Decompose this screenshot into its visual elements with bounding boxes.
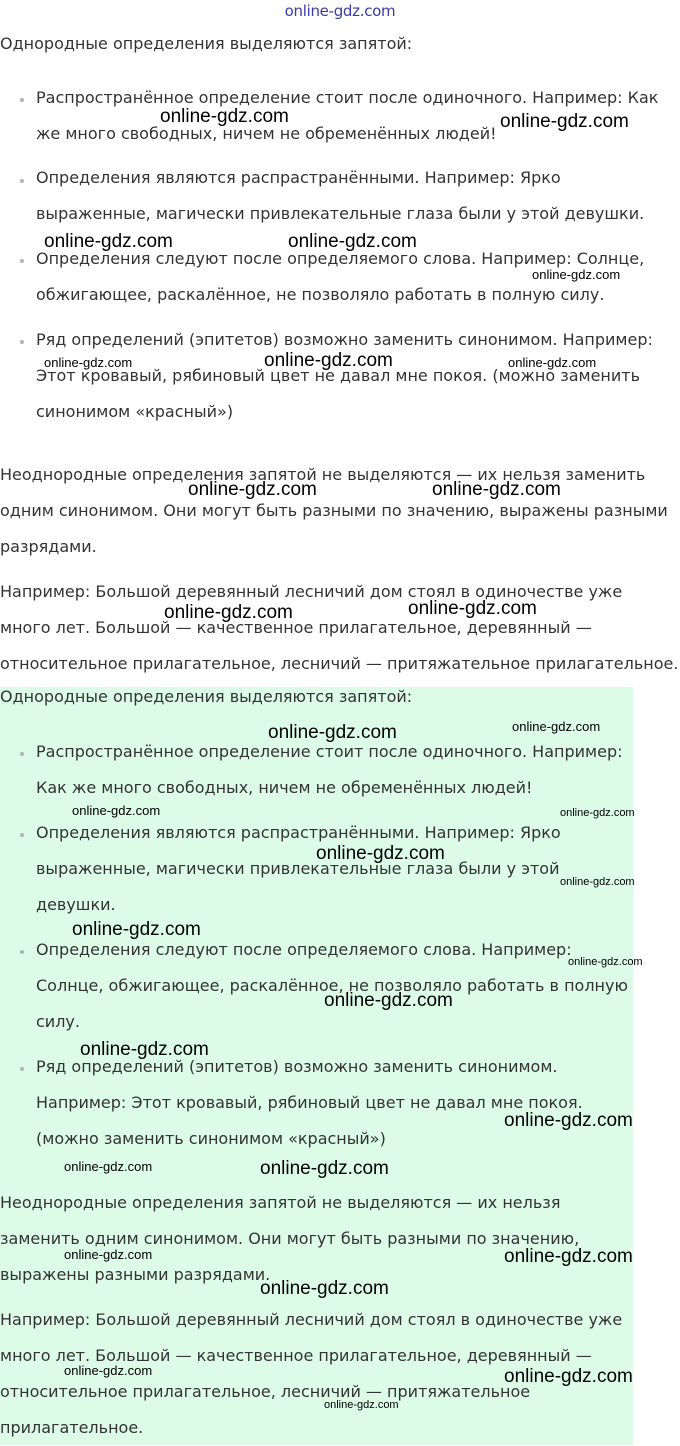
list-item-2: Определения являются распрастранёнными. Например: Ярко выраженные, магически привлекательные глаза были у этой девушки. <box>36 823 561 914</box>
bullet-icon <box>20 1067 24 1071</box>
watermark: online-gdz.com <box>164 602 293 623</box>
watermark: online-gdz.com <box>324 1399 399 1411</box>
list-item-4: Ряд определений (эпитетов) возможно заменить синонимом. Например: Этот кровавый, рябиновый цвет не давал мне покоя. (можно заменить синонимом «красный») <box>36 330 653 421</box>
watermark: online-gdz.com <box>504 1246 633 1267</box>
watermark: online-gdz.com <box>500 111 629 132</box>
watermark: online-gdz.com <box>560 876 635 888</box>
watermark: online-gdz.com <box>188 479 317 500</box>
watermark: online-gdz.com <box>324 990 453 1011</box>
watermark: online-gdz.com <box>44 355 133 370</box>
watermark: online-gdz.com <box>72 803 161 818</box>
watermark: online-gdz.com <box>316 843 445 864</box>
bullet-icon <box>20 752 24 756</box>
bullet-icon <box>20 340 24 344</box>
watermark: online-gdz.com <box>288 231 417 252</box>
watermark: online-gdz.com <box>508 355 597 370</box>
watermark: online-gdz.com <box>72 919 201 940</box>
section-highlighted <box>0 687 633 1445</box>
paragraph-example: Например: Большой деревянный лесничий дом стоял в одиночестве уже много лет. Большой — качественное прилагательное, деревянный — относительное прилагательное, лесничий — притяжательное прилагательное. <box>0 1310 623 1437</box>
bullet-icon <box>20 950 24 954</box>
list-item-1: Распространённое определение стоит после одиночного. Например: Как же много свободных, ничем не обременённых людей! <box>36 88 659 143</box>
watermark: online-gdz.com <box>44 231 173 252</box>
intro-text: Однородные определения выделяются запятой: <box>0 687 413 706</box>
site-header-watermark: online-gdz.com <box>284 2 396 20</box>
watermark: online-gdz.com <box>64 1159 153 1174</box>
watermark: online-gdz.com <box>260 1158 389 1179</box>
watermark: online-gdz.com <box>512 719 601 734</box>
bullet-icon <box>20 98 24 102</box>
watermark: online-gdz.com <box>432 479 561 500</box>
watermark: online-gdz.com <box>560 807 635 819</box>
watermark: online-gdz.com <box>568 956 643 968</box>
watermark: online-gdz.com <box>80 1039 209 1060</box>
paragraph-heterogeneous: Неоднородные определения запятой не выделяются — их нельзя заменить одним синонимом. Они могут быть разными по значению, выражены разными разрядами. <box>0 465 668 556</box>
watermark: online-gdz.com <box>268 722 397 743</box>
watermark: online-gdz.com <box>504 1366 633 1387</box>
list-item-4: Ряд определений (эпитетов) возможно заменить синонимом. Например: Этот кровавый, рябиновый цвет не давал мне покоя. (можно заменить синонимом «красный») <box>36 1057 583 1148</box>
paragraph-heterogeneous: Неоднородные определения запятой не выделяются — их нельзя заменить одним синонимом. Они могут быть разными по значению, выражены разными разрядами. <box>0 1193 580 1284</box>
watermark: online-gdz.com <box>264 350 393 371</box>
watermark: online-gdz.com <box>532 267 621 282</box>
watermark: online-gdz.com <box>64 1247 153 1262</box>
list-item-3: Определения следуют после определяемого слова. Например: Солнце, обжигающее, раскалённое, не позволяло работать в полную силу. <box>36 249 645 304</box>
list-item-2: Определения являются распрастранёнными. Например: Ярко выраженные, магически привлекательные глаза были у этой девушки. <box>36 168 645 223</box>
watermark: online-gdz.com <box>504 1110 633 1131</box>
list-item-3: Определения следуют после определяемого слова. Например: Солнце, обжигающее, раскалённое, не позволяло работать в полную силу. <box>36 940 628 1031</box>
watermark: online-gdz.com <box>64 1363 153 1378</box>
bullet-icon <box>20 833 24 837</box>
bullet-icon <box>20 179 24 183</box>
paragraph-example: Например: Большой деревянный лесничий дом стоял в одиночестве уже много лет. Большой — качественное прилагательное, деревянный — относительное прилагательное, лесничий — притяжательное прилагательное. <box>0 582 679 673</box>
intro-text: Однородные определения выделяются запятой: <box>0 34 413 53</box>
bullet-icon <box>20 259 24 263</box>
list-item-1: Распространённое определение стоит после одиночного. Например: Как же много свободных, ничем не обременённых людей! <box>36 742 623 797</box>
watermark: online-gdz.com <box>408 598 537 619</box>
watermark: online-gdz.com <box>260 1278 389 1299</box>
watermark: online-gdz.com <box>160 106 289 127</box>
